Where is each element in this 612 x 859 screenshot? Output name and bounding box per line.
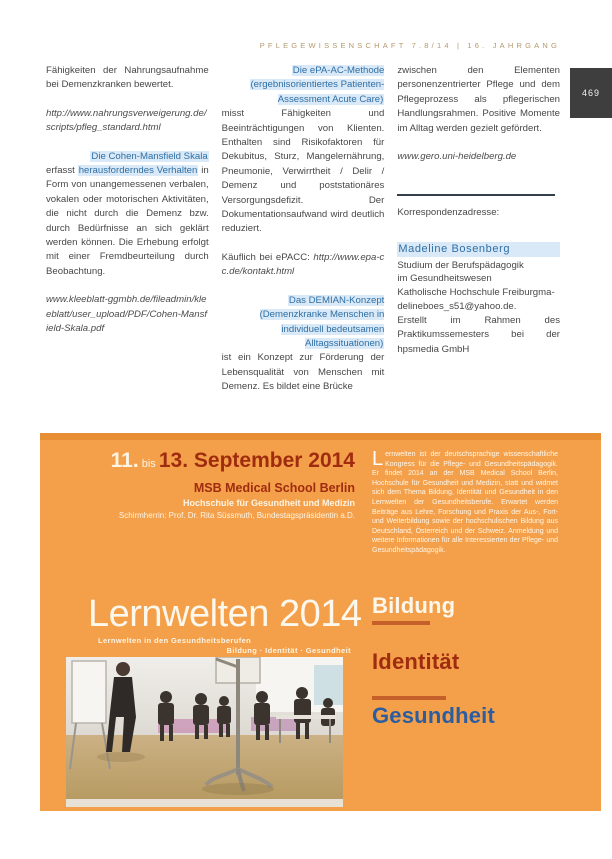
column-1 [46, 64, 209, 409]
link-epa-cc[interactable]: http://www.epa-cc.de/kontakt.html [221, 251, 385, 278]
column-3 [397, 64, 560, 409]
run-in-heading: Die ePA-AC-Methode (ergebnisorientiertes Patienten-Assessment Acute Care) [250, 65, 385, 105]
section-divider [397, 194, 555, 196]
link-nahrungsverweigerung[interactable]: http://www.nahrungsverweigerung.de/scripts/pfleg_standard.html [46, 107, 207, 134]
address-line: im Gesundheitswesen [397, 273, 492, 285]
link-kleeblatt-pdf[interactable]: www.kleeblatt-ggmbh.de/fileadmin/kleeblatt/user_upload/PDF/Cohen-Mansfield-Skala.pdf [46, 294, 208, 335]
keyword-gesundheit: Gesundheit [372, 703, 496, 728]
paragraph: Das DEMIAN-Konzept (Demenzkranke Menschen in individuell bedeutsamen Alltagssituationen) ist ein Konzept zur Förderung der Lebensqualität von Menschen mit Demenz. Es bildet eine Brücke [221, 294, 385, 393]
address-line: Studium der Berufspädagogik [397, 259, 524, 271]
correspondence-label: Korrespondenzadresse: [397, 207, 500, 219]
paragraph [46, 293, 209, 336]
paragraph [46, 107, 209, 136]
paragraph: Die Cohen-Mansfield Skala erfasst herausforderndes Verhalten in Form von unangemessenen verbalen, vokalen oder motorischen Aktivitäten, die nicht durch die Demenz bzw. durch Bedürfnisse an sich geklärt werden können. Die Erhebung erfolgt mit einer Fremdbeurteilung durch Beobachtung. [46, 150, 209, 277]
paragraph: zwischen den Elementen personenzentrierter Pflege und dem Pflegeprozess als pflegerischen Handlungsrahmen. Positive Momente im Alltag werden gezielt gefördert. [397, 65, 561, 134]
author-name: Madeline Bosenberg [397, 242, 560, 256]
address-line-email[interactable]: delineboes_s51@yahoo.de. [397, 301, 517, 313]
address-line: Katholische Hochschule Freiburgma- [397, 287, 555, 299]
keyword-caption [372, 621, 430, 625]
paragraph: Die ePA-AC-Methode (ergebnisorientiertes Patienten-Assessment Acute Care) misst Fähigkeiten und Beeinträchtigungen von Klienten. Enthalten sind Risikofaktoren für Dekubitus, Sturz, Mangelernährung, Pneumonie, Verwirrtheit / Delir / Demenz und poststationäres Versorgungsdefizit. Der Dokumentationsaufwand wird deutlich reduziert. [221, 65, 385, 235]
ad-congress-title: Lernwelten 2014 [88, 593, 362, 635]
ad-patron-line: Schirmherrin: Prof. Dr. Rita Süssmuth, Bundestagspräsidentin a.D. [118, 511, 355, 520]
ad-top-strip [40, 433, 601, 440]
lernwelten-advertisement[interactable] [40, 433, 601, 811]
paragraph [397, 150, 560, 164]
seminar-room-photo [66, 657, 343, 807]
photo-scene [66, 657, 343, 807]
ad-organizer: MSB Medical School Berlin [193, 481, 355, 495]
credit-note: Erstellt im Rahmen des Praktikumssemesters bei der hpsmedia GmbH [397, 314, 561, 355]
column-2 [222, 64, 385, 409]
keyword-caption [372, 696, 446, 700]
run-in-heading: Die Cohen-Mansfield Skala [91, 150, 208, 162]
link-gero-heidelberg[interactable]: www.gero.uni-heidelberg.de [397, 151, 517, 163]
keyword-bildung: Bildung [372, 593, 456, 618]
run-in-heading: Das DEMIAN-Konzept (Demenzkranke Menschen in individuell bedeutsamen Alltagssituationen) [259, 294, 385, 349]
page-number: 469 [581, 88, 601, 98]
ad-organizer-subline: Hochschule für Gesundheit und Medizin [182, 498, 355, 508]
paragraph: Käuflich bei ePACC: http://www.epa-cc.de/kontakt.html [221, 251, 385, 278]
page-number-badge [570, 68, 612, 118]
keyword-identitaet: Identität [372, 649, 460, 674]
ad-date: 11. bis 13. September 2014 [110, 449, 355, 472]
ad-subtitle-right: Bildung · Identität · Gesundheit [226, 646, 351, 655]
paragraph: Fähigkeiten der Nahrungsaufnahme bei Demenzkranken bewertet. [46, 65, 209, 91]
ad-description: Lernwelten ist der deutschsprachige wissenschaftliche Kongress für die Pflege- und Gesundheitspädagogik. Er findet 2014 an der MSB Medical School Berlin, Hochschule für Gesundheit und Medizin, statt und widmet sich dem Thema Bildung, Identität und Gesundheit in den Lernwelten der Gesundheitsberufe. Erwartet werden Beiträge aus Lehre, Forschung und Praxis der Aus-, Fort- und Weiterbildung sowie der hochschulischen Bildung aus Deutschland, Österreich und der Schweiz. Anmeldung und weitere Informationen für alle Interessierten der Pflege- und Gesundheitspädagogik. [372, 448, 558, 554]
ad-subtitle-left: Lernwelten in den Gesundheitsberufen [98, 636, 252, 645]
article-columns [46, 64, 560, 409]
highlighted-term: herausforderndes Verhalten [78, 165, 198, 177]
journal-header-line: PFLEGEWISSENSCHAFT 7.8/14 | 16. JAHRGANG [259, 41, 560, 50]
